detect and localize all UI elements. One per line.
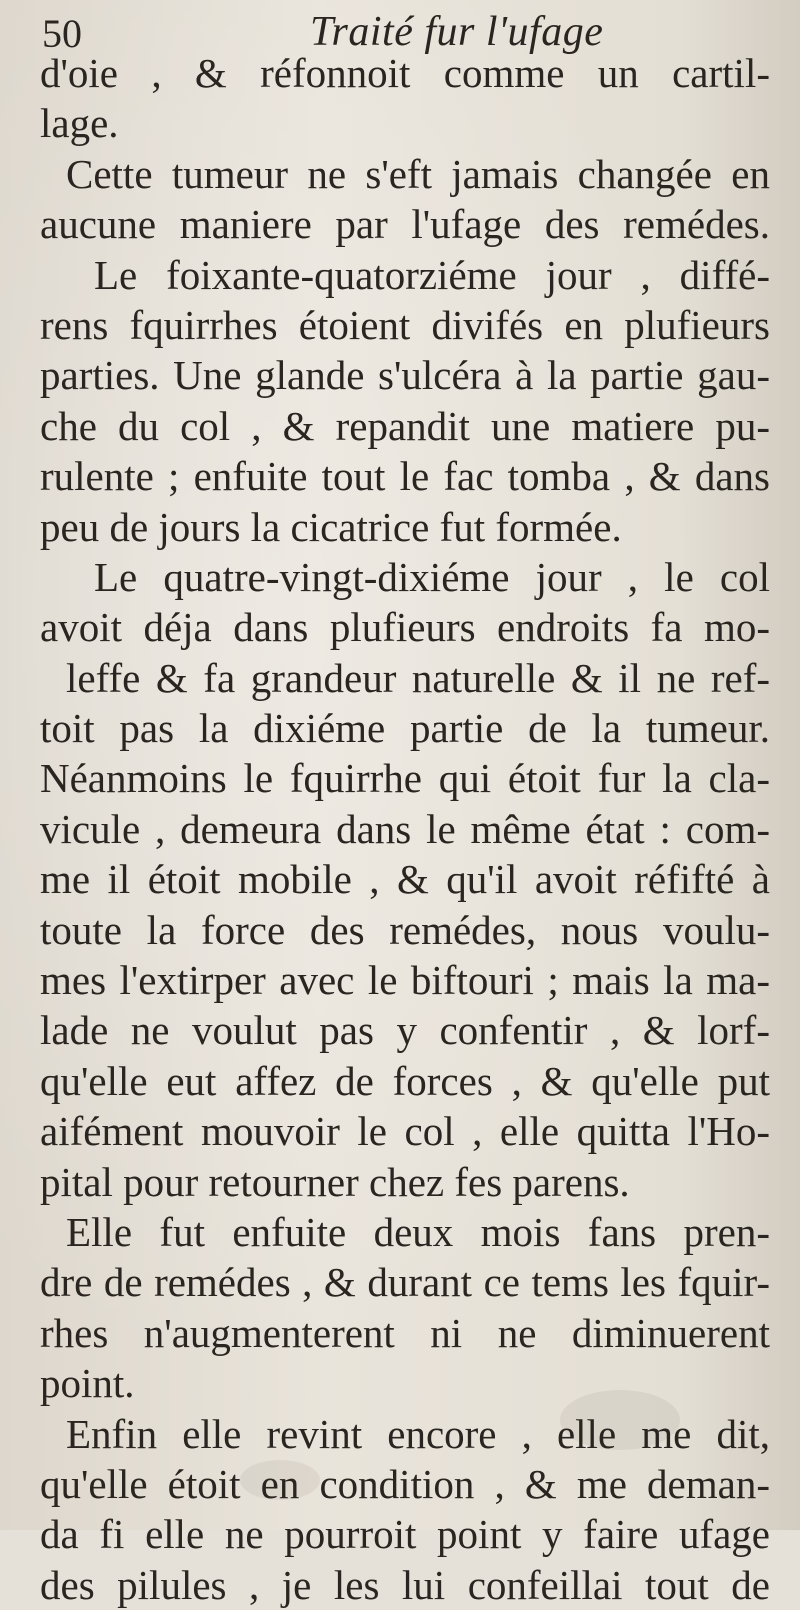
text-line: Elle fut enfuite deux mois fans pren- bbox=[66, 1208, 770, 1255]
text-line: lade ne voulut pas y confentir , & lorf- bbox=[40, 1007, 770, 1054]
text-line: vicule , demeura dans le même état : com- bbox=[40, 805, 770, 852]
text-line: peu de jours la cicatrice fut formée. bbox=[40, 503, 622, 550]
text-line: dre de remédes , & durant ce tems les fquir- bbox=[40, 1259, 770, 1306]
text-line: mes l'extirper avec le biftouri ; mais la ma- bbox=[40, 957, 770, 1004]
text-line: Le foixante-quatorziéme jour , diffé- bbox=[94, 251, 770, 298]
page-number: 50 bbox=[42, 11, 82, 56]
text-line: aifément mouvoir le col , elle quitta l'Ho- bbox=[40, 1108, 770, 1155]
text-line: leffe & fa grandeur naturelle & il ne ref- bbox=[66, 654, 770, 701]
text-line: d'oie , & réfonnoit comme un cartil- bbox=[40, 50, 770, 96]
text-line: Néanmoins le fquirrhe qui étoit fur la cla- bbox=[40, 755, 770, 802]
text-line: Cette tumeur ne s'eft jamais changée en bbox=[66, 150, 770, 197]
text-line: avoit déja dans plufieurs endroits fa mo- bbox=[40, 604, 770, 651]
text-line: qu'elle étoit en condition , & me deman- bbox=[40, 1460, 770, 1507]
text-line: aucune maniere par l'ufage des remédes. bbox=[40, 201, 770, 248]
body-text bbox=[40, 48, 770, 1610]
text-line: parties. Une glande s'ulcéra à la partie gau- bbox=[40, 352, 770, 399]
text-line: qu'elle eut affez de forces , & qu'elle put bbox=[40, 1057, 770, 1104]
text-line: des pilules , je les lui confeillai tout de bbox=[40, 1561, 770, 1608]
text-line: rhes n'augmenterent ni ne diminuerent bbox=[40, 1309, 770, 1356]
text-line: toit pas la dixiéme partie de la tumeur. bbox=[40, 705, 770, 752]
text-line: point. bbox=[40, 1360, 135, 1407]
text-line: rens fquirrhes étoient divifés en plufieurs bbox=[40, 301, 770, 348]
text-line: che du col , & repandit une matiere pu- bbox=[40, 402, 770, 449]
text-line: Le quatre-vingt-dixiéme jour , le col bbox=[94, 553, 770, 600]
text-line: rulente ; enfuite tout le fac tomba , & dans bbox=[40, 453, 770, 500]
text-line: da fi elle ne pourroit point y faire ufage bbox=[40, 1511, 770, 1558]
running-title: Traité fur l'ufage bbox=[310, 9, 604, 55]
text-line: me il étoit mobile , & qu'il avoit réfifté à bbox=[40, 856, 770, 903]
text-line: toute la force des remédes, nous voulu- bbox=[40, 906, 770, 953]
text-line: lage. bbox=[40, 100, 119, 147]
text-line: pital pour retourner chez fes parens. bbox=[40, 1158, 630, 1205]
text-line: Enfin elle revint encore , elle me dit, bbox=[66, 1410, 770, 1457]
